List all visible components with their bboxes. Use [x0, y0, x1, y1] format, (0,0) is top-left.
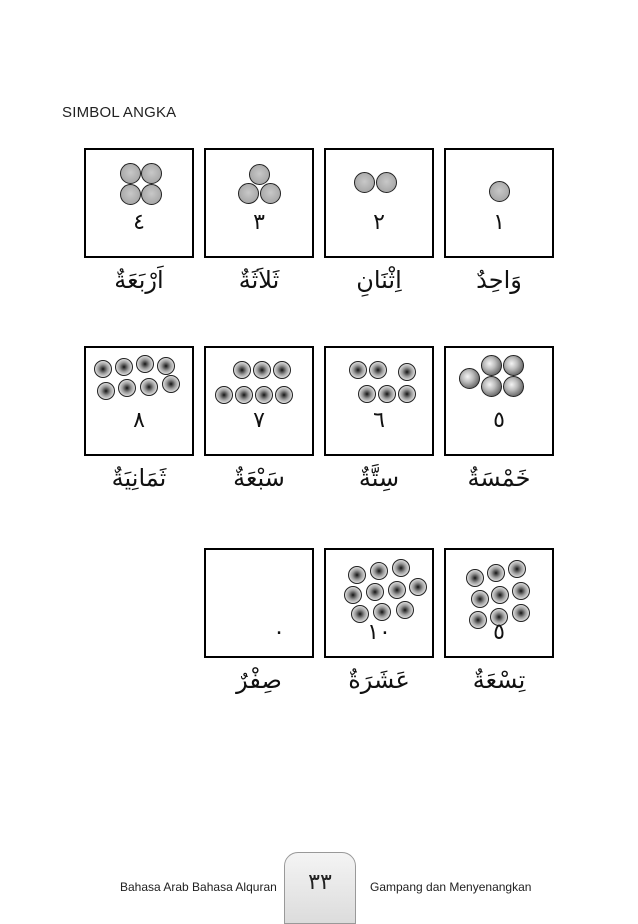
- counting-ball: [409, 578, 427, 596]
- counting-ball: [249, 164, 270, 185]
- counting-ball: [370, 562, 388, 580]
- counting-ball: [235, 386, 253, 404]
- counting-ball: [233, 361, 251, 379]
- counting-ball: [94, 360, 112, 378]
- counting-ball: [115, 358, 133, 376]
- dot-box: [204, 346, 314, 456]
- counting-ball: [275, 386, 293, 404]
- counting-ball: [503, 376, 524, 397]
- counting-ball: [491, 586, 509, 604]
- counting-ball: [354, 172, 375, 193]
- counting-ball: [396, 601, 414, 619]
- counting-ball: [348, 566, 366, 584]
- page-title: SIMBOL ANGKA: [62, 104, 177, 121]
- counting-ball: [273, 361, 291, 379]
- footer-subtitle: Gampang dan Menyenangkan: [370, 880, 532, 894]
- counting-ball: [349, 361, 367, 379]
- arabic-number-word: سِتَّةٌ: [358, 464, 400, 492]
- counting-ball: [366, 583, 384, 601]
- arabic-digit: ٣: [253, 210, 265, 235]
- dot-box: [324, 148, 434, 258]
- counting-ball: [140, 378, 158, 396]
- dot-box: [444, 346, 554, 456]
- arabic-number-word: سَبْعَةٌ: [233, 464, 285, 492]
- arabic-digit: ٥: [493, 620, 505, 645]
- arabic-number-word: اِثْنَانِ: [356, 266, 402, 294]
- counting-ball: [162, 375, 180, 393]
- footer-book-title: Bahasa Arab Bahasa Alquran: [120, 880, 277, 894]
- page-number-badge: ٣٣: [284, 852, 356, 924]
- counting-ball: [481, 376, 502, 397]
- counting-ball: [141, 184, 162, 205]
- counting-ball: [253, 361, 271, 379]
- counting-ball: [388, 581, 406, 599]
- arabic-number-word: صِفْرٌ: [236, 666, 282, 694]
- counting-ball: [378, 385, 396, 403]
- counting-ball: [120, 163, 141, 184]
- counting-ball: [215, 386, 233, 404]
- counting-ball: [376, 172, 397, 193]
- arabic-digit: ٨: [133, 408, 145, 433]
- dot-box: [84, 148, 194, 258]
- counting-ball: [157, 357, 175, 375]
- arabic-digit: ٦: [373, 408, 385, 433]
- counting-ball: [118, 379, 136, 397]
- counting-ball: [373, 603, 391, 621]
- arabic-number-word: خَمْسَةٌ: [467, 464, 531, 492]
- counting-ball: [466, 569, 484, 587]
- arabic-number-word: عَشَرَةٌ: [348, 666, 410, 694]
- arabic-number-word: تِسْعَةٌ: [472, 666, 526, 694]
- dot-box: [324, 346, 434, 456]
- counting-ball: [344, 586, 362, 604]
- arabic-digit: ٤: [133, 210, 145, 235]
- counting-ball: [260, 183, 281, 204]
- counting-ball: [97, 382, 115, 400]
- counting-ball: [471, 590, 489, 608]
- counting-ball: [481, 355, 502, 376]
- arabic-digit: ٢: [373, 210, 385, 235]
- counting-ball: [398, 363, 416, 381]
- arabic-number-word: اَرْبَعَةٌ: [114, 266, 164, 294]
- counting-ball: [398, 385, 416, 403]
- counting-ball: [358, 385, 376, 403]
- counting-ball: [369, 361, 387, 379]
- counting-ball: [392, 559, 410, 577]
- arabic-digit: ١: [493, 210, 505, 235]
- counting-ball: [141, 163, 162, 184]
- counting-ball: [512, 582, 530, 600]
- counting-ball: [489, 181, 510, 202]
- arabic-number-word: ثَمَانِيَةٌ: [111, 464, 167, 492]
- arabic-digit: ٥: [493, 408, 505, 433]
- counting-ball: [487, 564, 505, 582]
- counting-ball: [255, 386, 273, 404]
- arabic-number-word: وَاحِدٌ: [476, 266, 522, 294]
- counting-ball: [120, 184, 141, 205]
- arabic-digit: ١٠: [367, 620, 391, 645]
- arabic-digit: ٠: [273, 620, 285, 645]
- dot-box: [84, 346, 194, 456]
- arabic-number-word: ثَلاَثَةٌ: [238, 266, 280, 294]
- dot-box: [204, 148, 314, 258]
- counting-ball: [459, 368, 480, 389]
- arabic-digit: ٧: [253, 408, 265, 433]
- counting-ball: [503, 355, 524, 376]
- counting-ball: [238, 183, 259, 204]
- dot-box: [444, 148, 554, 258]
- counting-ball: [136, 355, 154, 373]
- counting-ball: [508, 560, 526, 578]
